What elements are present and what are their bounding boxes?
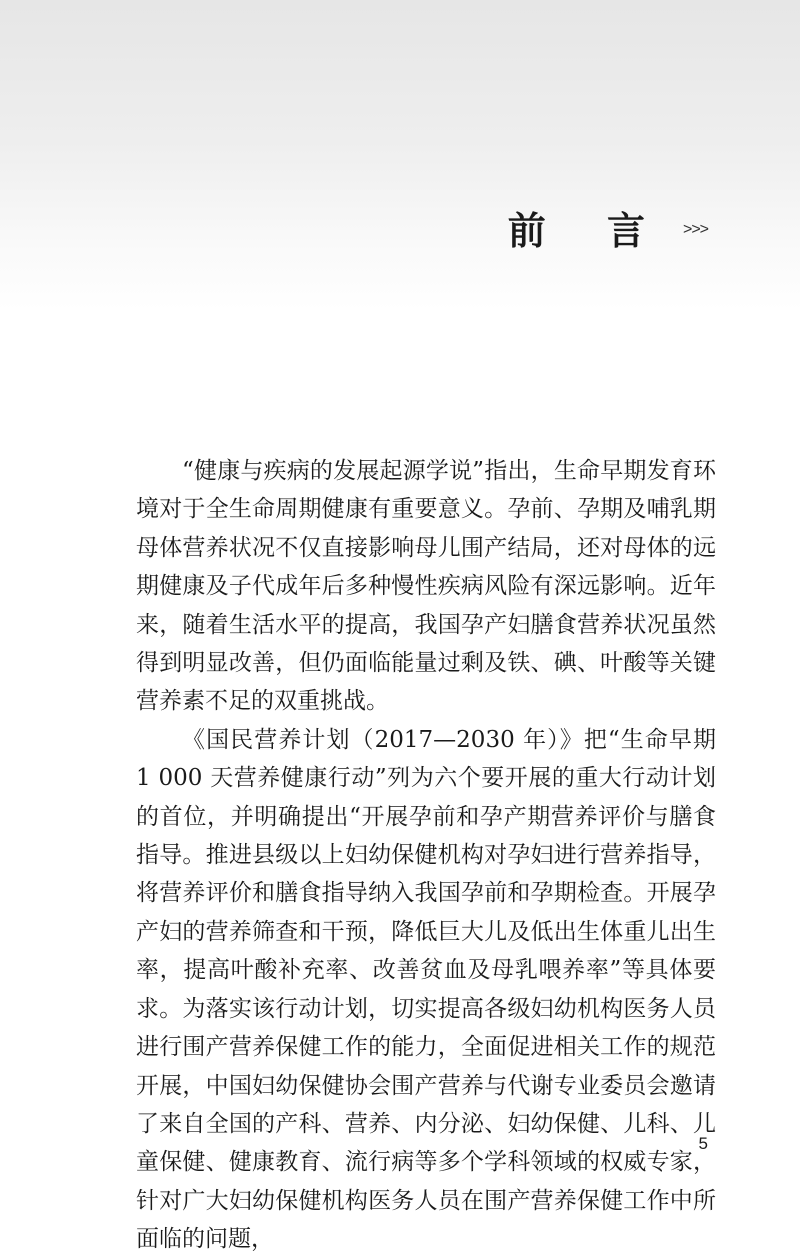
page-number: 5 <box>698 1134 708 1153</box>
chapter-title: 前 言 <box>507 209 669 253</box>
chapter-heading <box>508 200 708 255</box>
header-gradient-band <box>0 0 800 310</box>
chevron-arrows-icon: >>> <box>682 220 708 238</box>
paragraph: “健康与疾病的发展起源学说”指出，生命早期发育环境对于全生命周期健康有重要意义。孕前、孕期及哺乳期母体营养状况不仅直接影响母儿围产结局，还对母体的远期健康及子代成年后多种慢性疾病风险有深远影响。近年来，随着生活水平的提高，我国孕产妇膳食营养状况虽然得到明显改善，但仍面临能量过剩及铁、碘、叶酸等关键营养素不足的双重挑战。 <box>136 458 716 715</box>
paragraph: 《国民营养计划（2017—2030 年）》把“生命早期 1 000 天营养健康行动”列为六个要开展的重大行动计划的首位，并明确提出“开展孕前和孕产期营养评价与膳食指导。推进县级以上妇幼保健机构对孕妇进行营养指导，将营养评价和膳食指导纳入我国孕前和孕期检查。开展孕产妇的营养筛查和干预，降低巨大儿及低出生体重儿出生率，提高叶酸补充率、改善贫血及母乳喂养率”等具体要求。为落实该行动计划，切实提高各级妇幼机构医务人员进行围产营养保健工作的能力，全面促进相关工作的规范开展，中国妇幼保健协会围产营养与代谢专业委员会邀请了来自全国的产科、营养、内分泌、妇幼保健、儿科、儿童保健、健康教育、流行病等多个学科领域的权威专家，针对广大妇幼保健机构医务人员在围产营养保健工作中所面临的问题， <box>136 726 716 1253</box>
body-text <box>136 452 716 1259</box>
